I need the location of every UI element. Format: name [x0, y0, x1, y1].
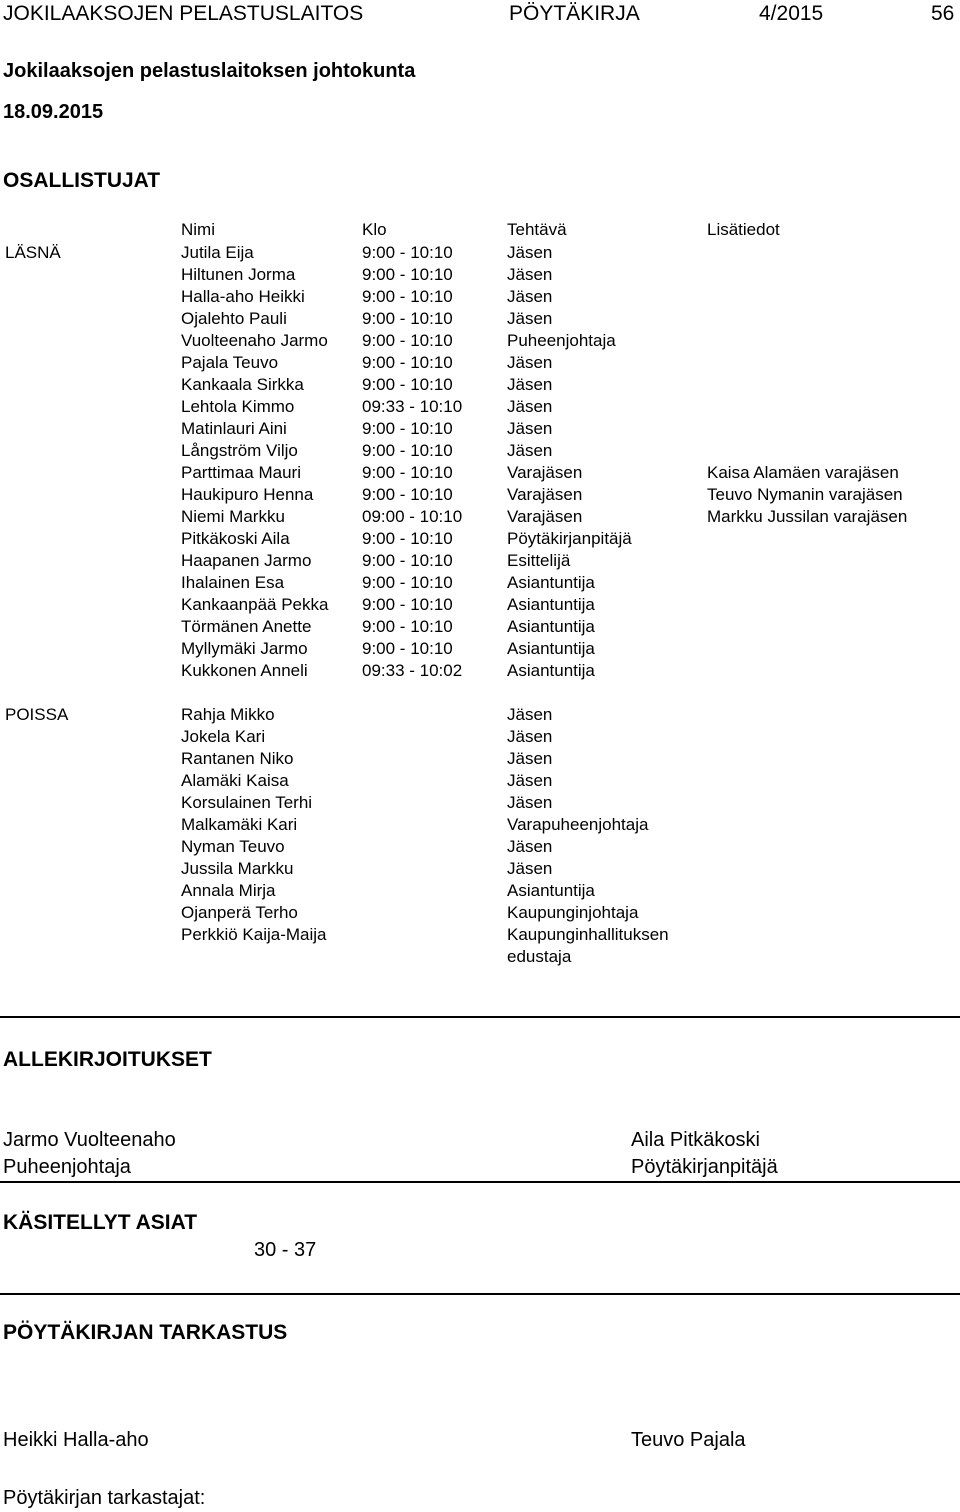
chair-name: Jarmo Vuolteenaho [3, 1129, 176, 1151]
participant-name: Pajala Teuvo [181, 353, 279, 372]
participant-name: Matinlauri Aini [181, 419, 287, 438]
table-row [0, 594, 960, 616]
table-row [0, 330, 960, 352]
participant-time: 9:00 - 10:10 [362, 529, 453, 548]
review-heading: PÖYTÄKIRJAN TARKASTUS [3, 1321, 288, 1344]
participant-time: 9:00 - 10:10 [362, 419, 453, 438]
table-row [0, 836, 960, 858]
table-row [0, 616, 960, 638]
participant-name: Annala Mirja [181, 881, 276, 900]
table-row [0, 528, 960, 550]
participant-name: Jussila Markku [181, 859, 294, 878]
table-row [0, 792, 960, 814]
table-row [0, 946, 960, 968]
participant-name: Nyman Teuvo [181, 837, 285, 856]
participant-time: 09:33 - 10:02 [362, 661, 463, 680]
participant-name: Långström Viljo [181, 441, 298, 460]
participant-role: Asiantuntija [507, 881, 595, 900]
table-row [0, 924, 960, 946]
table-row [0, 748, 960, 770]
handled-range: 30 - 37 [254, 1239, 317, 1261]
participant-notes: Teuvo Nymanin varajäsen [707, 485, 903, 504]
participant-role: Jäsen [507, 375, 553, 394]
participant-time: 9:00 - 10:10 [362, 441, 453, 460]
participant-name: Vuolteenaho Jarmo [181, 331, 328, 350]
participant-role: Kaupunginjohtaja [507, 903, 639, 922]
present-label: LÄSNÄ [5, 243, 61, 262]
participant-name: Korsulainen Terhi [181, 793, 313, 812]
reviewer-left-name: Heikki Halla-aho [3, 1429, 149, 1451]
table-row [0, 352, 960, 374]
participant-time: 9:00 - 10:10 [362, 243, 453, 262]
participant-name: Törmänen Anette [181, 617, 312, 636]
table-row [0, 704, 960, 726]
section-divider [0, 1293, 960, 1295]
participant-role: edustaja [507, 947, 572, 966]
participant-role: Varajäsen [507, 507, 583, 526]
participant-role: Varajäsen [507, 485, 583, 504]
participant-role: Asiantuntija [507, 639, 595, 658]
participant-notes: Markku Jussilan varajäsen [707, 507, 908, 526]
participant-role: Jäsen [507, 749, 553, 768]
table-row [0, 660, 960, 682]
participant-name: Malkamäki Kari [181, 815, 298, 834]
org-name: JOKILAAKSOJEN PELASTUSLAITOS [3, 2, 364, 25]
participant-name: Ihalainen Esa [181, 573, 285, 592]
participant-name: Pitkäkoski Aila [181, 529, 290, 548]
absent-label: POISSA [5, 705, 69, 724]
participant-name: Lehtola Kimmo [181, 397, 295, 416]
participant-role: Jäsen [507, 837, 553, 856]
secretary-name: Aila Pitkäkoski [631, 1129, 760, 1151]
participant-name: Niemi Markku [181, 507, 285, 526]
table-row [0, 726, 960, 748]
participant-time: 9:00 - 10:10 [362, 573, 453, 592]
participants-heading: OSALLISTUJAT [3, 169, 161, 192]
table-row [0, 814, 960, 836]
participant-name: Haapanen Jarmo [181, 551, 312, 570]
participant-time: 9:00 - 10:10 [362, 617, 453, 636]
table-row [0, 286, 960, 308]
participant-name: Jutila Eija [181, 243, 254, 262]
table-row [0, 880, 960, 902]
table-row [0, 374, 960, 396]
column-header-notes: Lisätiedot [707, 220, 780, 239]
participant-time: 9:00 - 10:10 [362, 353, 453, 372]
reviewer-right-name: Teuvo Pajala [631, 1429, 746, 1451]
participant-role: Jäsen [507, 353, 553, 372]
participant-role: Asiantuntija [507, 573, 595, 592]
participant-role: Jäsen [507, 771, 553, 790]
participant-name: Kukkonen Anneli [181, 661, 308, 680]
participant-role: Kaupunginhallituksen [507, 925, 669, 944]
participant-name: Rahja Mikko [181, 705, 275, 724]
participant-name: Rantanen Niko [181, 749, 294, 768]
participant-name: Jokela Kari [181, 727, 266, 746]
participant-name: Ojanperä Terho [181, 903, 298, 922]
table-row [0, 506, 960, 528]
table-row [0, 308, 960, 330]
participant-role: Jäsen [507, 265, 553, 284]
participant-name: Ojalehto Pauli [181, 309, 287, 328]
participant-time: 09:33 - 10:10 [362, 397, 463, 416]
table-row [0, 572, 960, 594]
doc-type: PÖYTÄKIRJA [509, 2, 640, 25]
table-row [0, 418, 960, 440]
participant-role: Asiantuntija [507, 617, 595, 636]
table-row [0, 770, 960, 792]
participant-time: 9:00 - 10:10 [362, 551, 453, 570]
participant-role: Jäsen [507, 309, 553, 328]
participant-role: Jäsen [507, 727, 553, 746]
participant-role: Jäsen [507, 441, 553, 460]
signatures-heading: ALLEKIRJOITUKSET [3, 1048, 212, 1071]
reviewers-label: Pöytäkirjan tarkastajat: [3, 1487, 206, 1509]
table-row [0, 242, 960, 264]
table-row [0, 396, 960, 418]
participant-name: Halla-aho Heikki [181, 287, 305, 306]
table-row [0, 462, 960, 484]
table-row [0, 550, 960, 572]
section-divider [0, 1016, 960, 1018]
participant-role: Varajäsen [507, 463, 583, 482]
participant-time: 09:00 - 10:10 [362, 507, 463, 526]
participant-name: Parttimaa Mauri [181, 463, 301, 482]
participant-name: Kankaala Sirkka [181, 375, 304, 394]
participant-role: Jäsen [507, 705, 553, 724]
chair-title: Puheenjohtaja [3, 1156, 131, 1178]
board-name: Jokilaaksojen pelastuslaitoksen johtokunta [3, 60, 416, 82]
participant-time: 9:00 - 10:10 [362, 265, 453, 284]
table-header-row [0, 219, 960, 241]
participant-role: Jäsen [507, 243, 553, 262]
table-row [0, 902, 960, 924]
handled-heading: KÄSITELLYT ASIAT [3, 1211, 198, 1234]
table-row [0, 858, 960, 880]
participant-role: Jäsen [507, 287, 553, 306]
participant-name: Alamäki Kaisa [181, 771, 289, 790]
participant-role: Jäsen [507, 859, 553, 878]
participant-name: Hiltunen Jorma [181, 265, 296, 284]
participant-role: Puheenjohtaja [507, 331, 616, 350]
participant-role: Varapuheenjohtaja [507, 815, 649, 834]
column-header-role: Tehtävä [507, 220, 567, 239]
table-row [0, 484, 960, 506]
participant-time: 9:00 - 10:10 [362, 331, 453, 350]
column-header-time: Klo [362, 220, 387, 239]
table-row [0, 264, 960, 286]
participant-role: Asiantuntija [507, 595, 595, 614]
participant-role: Jäsen [507, 397, 553, 416]
participant-time: 9:00 - 10:10 [362, 463, 453, 482]
participant-name: Haukipuro Henna [181, 485, 314, 504]
table-row [0, 440, 960, 462]
participant-role: Pöytäkirjanpitäjä [507, 529, 632, 548]
participant-name: Myllymäki Jarmo [181, 639, 308, 658]
doc-number: 4/2015 [759, 2, 824, 25]
participant-name: Kankaanpää Pekka [181, 595, 329, 614]
participant-time: 9:00 - 10:10 [362, 595, 453, 614]
participant-role: Jäsen [507, 419, 553, 438]
participant-role: Esittelijä [507, 551, 571, 570]
participant-role: Asiantuntija [507, 661, 595, 680]
participant-notes: Kaisa Alamäen varajäsen [707, 463, 899, 482]
meeting-date: 18.09.2015 [3, 101, 104, 123]
secretary-title: Pöytäkirjanpitäjä [631, 1156, 778, 1178]
column-header-name: Nimi [181, 220, 215, 239]
section-divider [0, 1181, 960, 1183]
participant-time: 9:00 - 10:10 [362, 287, 453, 306]
participant-time: 9:00 - 10:10 [362, 485, 453, 504]
participant-role: Jäsen [507, 793, 553, 812]
page-number: 56 [931, 2, 955, 25]
participant-time: 9:00 - 10:10 [362, 639, 453, 658]
participant-time: 9:00 - 10:10 [362, 375, 453, 394]
participant-time: 9:00 - 10:10 [362, 309, 453, 328]
participant-name: Perkkiö Kaija-Maija [181, 925, 327, 944]
table-row [0, 638, 960, 660]
